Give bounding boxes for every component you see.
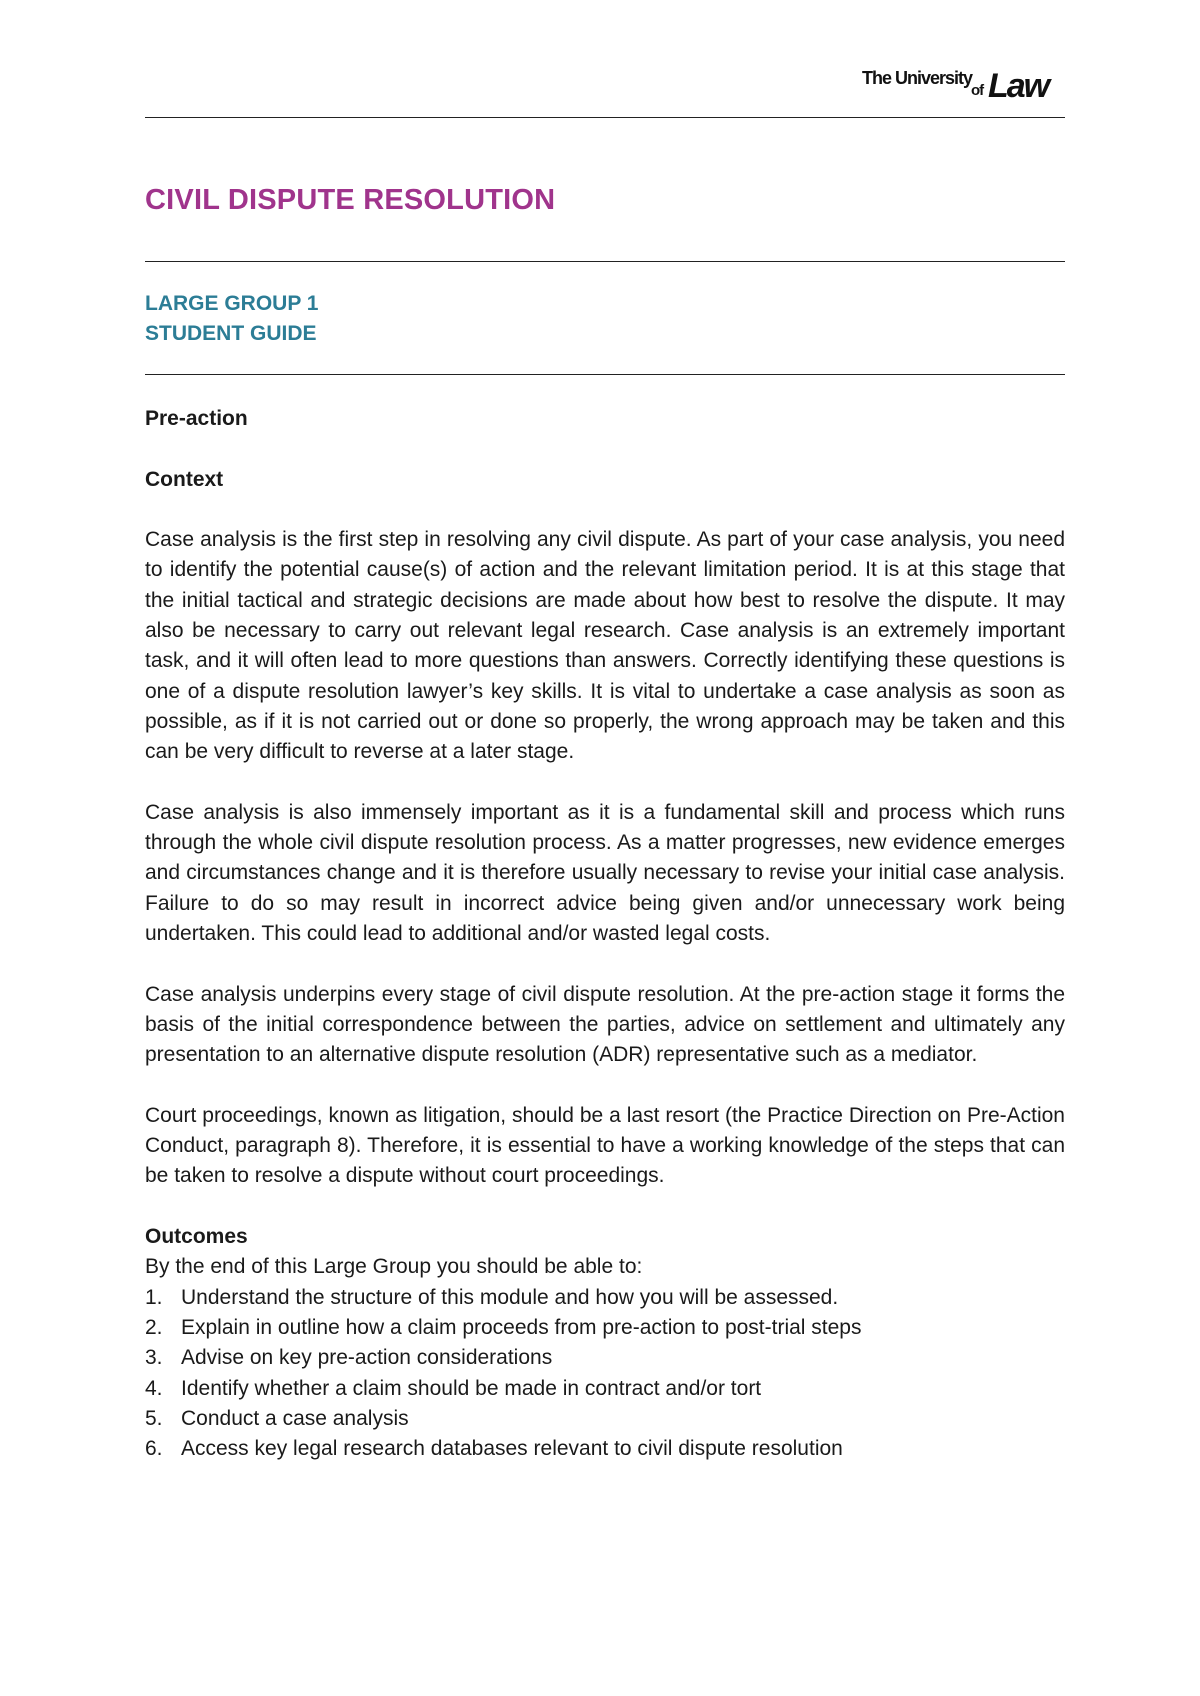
list-item — [145, 1343, 1065, 1373]
document-body — [145, 404, 1065, 1464]
list-item-number: 6. — [145, 1437, 163, 1461]
document-title: CIVIL DISPUTE RESOLUTION — [145, 184, 556, 216]
outcomes-list — [145, 1283, 1065, 1465]
list-item-text: Access key legal research databases relevant to civil dispute resolution — [181, 1437, 843, 1461]
section-heading-outcomes: Outcomes — [145, 1225, 248, 1249]
body-paragraph-4: Court proceedings, known as litigation, should be a last resort (the Practice Direction on Pre-Action Conduct, paragraph 8). Therefore, it is essential to have a working knowledge of the steps that can be taken to resolve a dispute without court proceedings. — [145, 1103, 1065, 1188]
section-heading-preaction: Pre-action — [145, 407, 248, 430]
subtitle-divider — [145, 374, 1065, 375]
list-item — [145, 1434, 1065, 1464]
subtitle-line-1: LARGE GROUP 1 — [145, 292, 319, 315]
list-item-number: 5. — [145, 1406, 163, 1430]
outcomes-intro: By the end of this Large Group you should be able to: — [145, 1255, 643, 1279]
body-paragraph-1: Case analysis is the first step in resolving any civil dispute. As part of your case analysis, you need to identify the potential cause(s) of action and the relevant limitation period. It is at this stage that the initial tactical and strategic decisions are made about how best to resolve the dispute. It may also be necessary to carry out relevant legal research. Case analysis is an extremely important task, and it will often lead to more questions than answers. Correctly identifying these questions is one of a dispute resolution lawyer’s key skills. It is vital to undertake a case analysis as soon as possible, as if it is not carried out or done so properly, the wrong approach may be taken and this can be very difficult to reverse at a later stage. — [145, 528, 1065, 764]
title-divider — [145, 261, 1065, 262]
logo-text-line3: Law — [988, 67, 1049, 105]
list-item — [145, 1374, 1065, 1404]
list-item-number: 1. — [145, 1285, 163, 1309]
body-paragraph-3: Case analysis underpins every stage of civil dispute resolution. At the pre-action stage it forms the basis of the initial correspondence between the parties, advice on settlement and ultimately any presentation to an alternative dispute resolution (ADR) representative such as a mediator. — [145, 982, 1065, 1067]
list-item-number: 2. — [145, 1315, 163, 1339]
document-subtitle — [145, 289, 318, 349]
header-divider — [145, 117, 1065, 118]
list-item — [145, 1283, 1065, 1313]
logo-text-line1: The University — [862, 68, 973, 88]
logo-text-line2: of — [971, 82, 984, 99]
list-item-text: Identify whether a claim should be made in contract and/or tort — [181, 1376, 762, 1400]
list-item — [145, 1313, 1065, 1343]
subtitle-line-2: STUDENT GUIDE — [145, 322, 317, 345]
section-heading-context: Context — [145, 467, 224, 491]
list-item-text: Conduct a case analysis — [181, 1406, 409, 1430]
list-item-number: 3. — [145, 1346, 163, 1370]
university-logo — [862, 64, 1068, 108]
list-item-number: 4. — [145, 1376, 163, 1400]
list-item-text: Advise on key pre-action considerations — [181, 1346, 553, 1370]
list-item — [145, 1404, 1065, 1434]
list-item-text: Understand the structure of this module and how you will be assessed. — [181, 1285, 839, 1309]
body-paragraph-2: Case analysis is also immensely important as it is a fundamental skill and process which runs through the whole civil dispute resolution process. As a matter progresses, new evidence emerges and circumstances change and it is therefore usually necessary to revise your initial case analysis. Failure to do so may result in incorrect advice being given and/or unnecessary work being undertaken. This could lead to additional and/or wasted legal costs. — [145, 800, 1065, 946]
list-item-text: Explain in outline how a claim proceeds from pre-action to post-trial steps — [181, 1315, 862, 1339]
